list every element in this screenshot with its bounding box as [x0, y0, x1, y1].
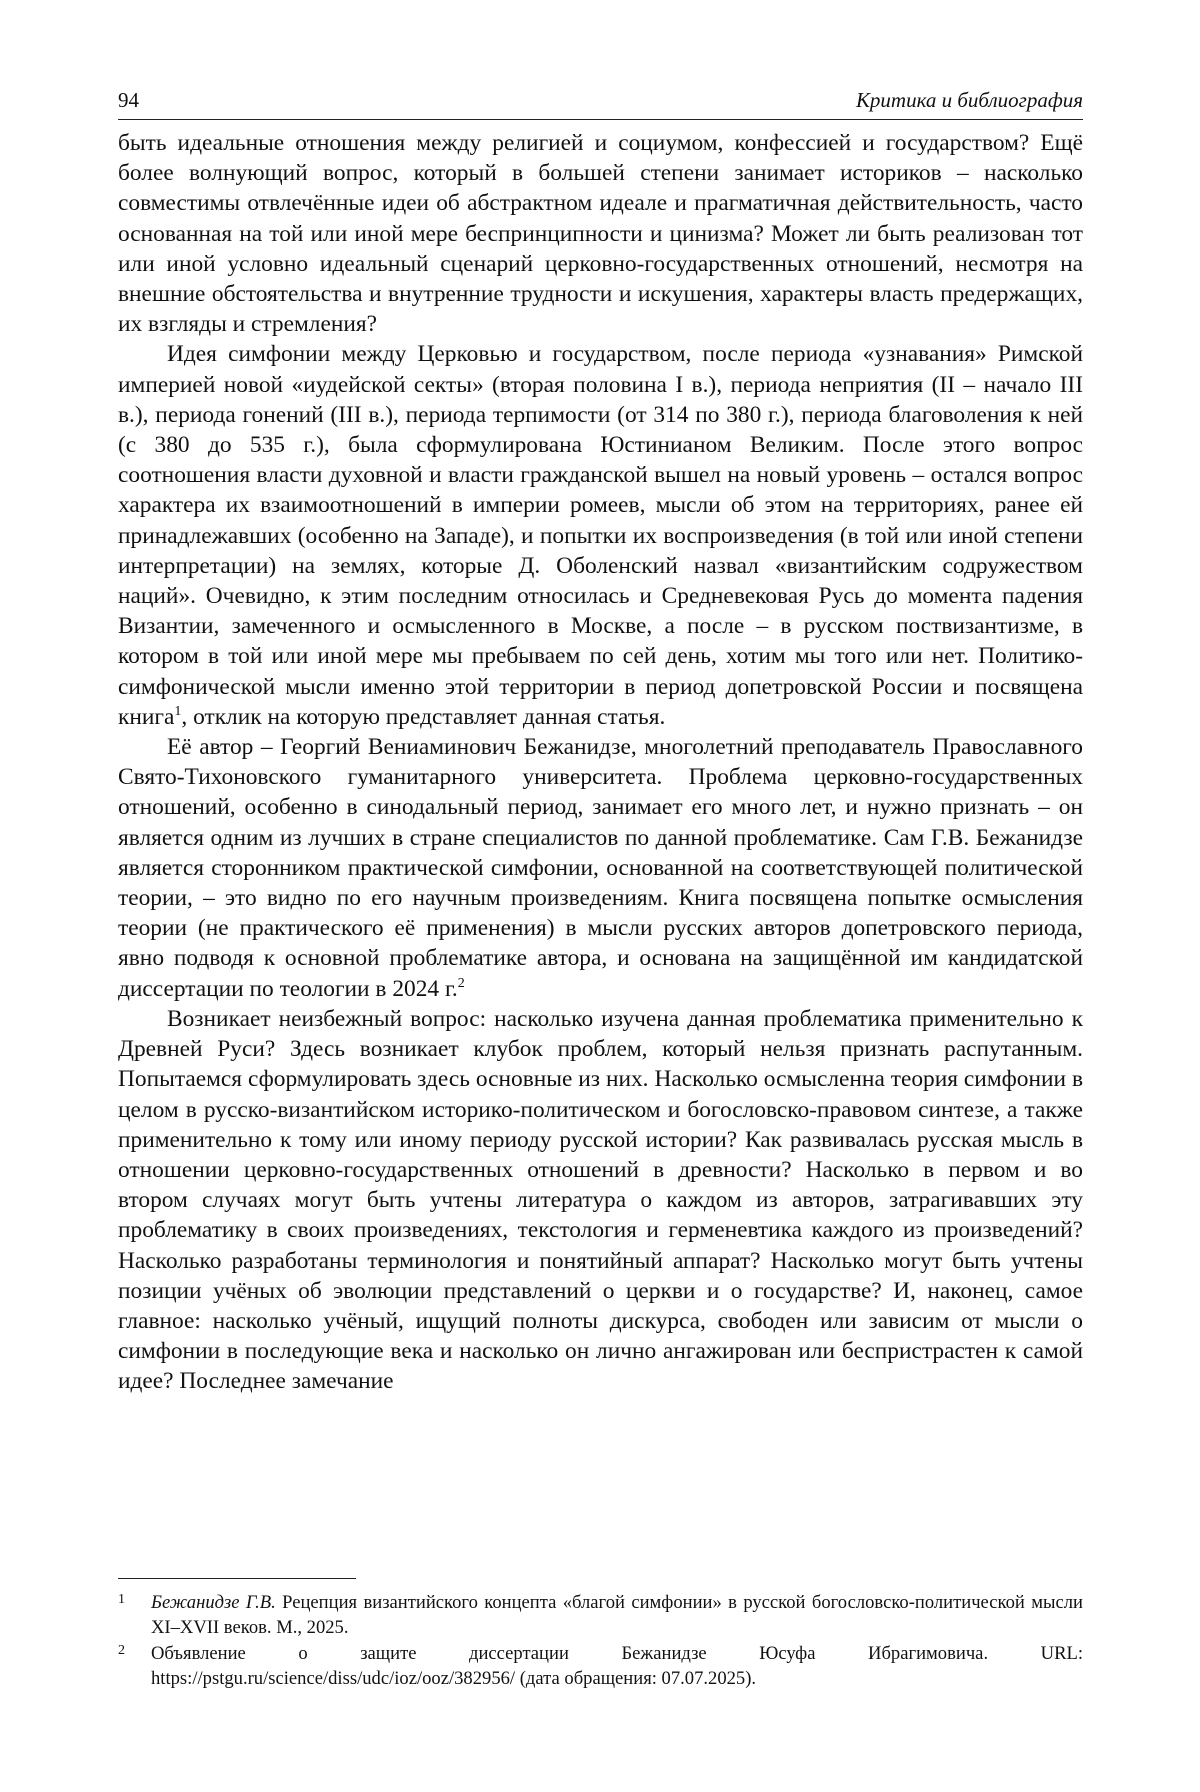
- article-body: [118, 128, 1083, 1397]
- page-number: 94: [118, 88, 139, 112]
- section-title: Критика и библиография: [855, 88, 1083, 112]
- footnote-number: 1: [118, 1592, 125, 1607]
- footnote-body: Рецепция византийского концепта «благой симфонии» в русской богословско-политической мысли XI–XVII веков. М., 2025.: [151, 1592, 1083, 1638]
- footnote: [118, 1590, 1083, 1640]
- paragraph-text: Возникает неизбежный вопрос: насколько изучена данная проблематика применительно к Древней Руси? Здесь возникает клубок проблем, который нельзя признать распутанным. Попытаемся сформулировать здесь основные из них. Насколько осмысленна теория симфонии в целом в русско-византийском историко-политическом и богословско-правовом синтезе, а также применительно к тому или иному периоду русской истории? Как развивалась русская мысль в отношении церковно-государственных отношений в древности? Насколько в первом и во втором случаях могут быть учтены литература о каждом из авторов, затрагивавших эту проблематику в своих произведениях, текстология и герменевтика каждого из произведений? Насколько разработаны терминология и понятийный аппарат? Насколько могут быть учтены позиции учёных об эволюции представлений о церкви и о государстве? И, наконец, самое главное: насколько учёный, ищущий полноты дискурса, свободен или зависим от мысли о симфонии в последующие века и насколько он лично ангажирован или беспристрастен к самой идее? Последнее замечание: [118, 1005, 1083, 1395]
- footnotes: [118, 1590, 1083, 1692]
- running-header: [118, 88, 1083, 120]
- footnote-ref[interactable]: 1: [174, 704, 182, 720]
- footnote-text: [151, 1641, 1083, 1691]
- footnote-ref[interactable]: 2: [457, 975, 465, 991]
- footnote-author: Бежанидзе Г.В.: [151, 1592, 276, 1613]
- paragraph: [118, 1004, 1083, 1397]
- paragraph: [118, 128, 1083, 339]
- paragraph-text: Её автор – Георгий Вениаминович Бежанидзе, многолетний преподаватель Православного Свято-Тихоновского гуманитарного университета. Проблема церковно-государственных отношений, особенно в синодальный период, занимает его много лет, и нужно признать – он является одним из лучших в стране специалистов по данной проблематике. Сам Г.В. Бежанидзе является сторонником практической симфонии, основанной на соответствующей политической теории, – это видно по его научным произведениям. Книга посвящена попытке осмысления теории (не практического её применения) в мысли русских авторов допетровского периода, явно подводя к основной проблематике автора, и основана на защищённой им кандидатской диссертации по теологии в 2024 г.: [118, 734, 1083, 1002]
- footnote: [118, 1641, 1083, 1691]
- paragraph: [118, 339, 1083, 732]
- footnote-text: [151, 1590, 1083, 1640]
- paragraph-text: Идея симфонии между Церковью и государством, после периода «узнавания» Римской империей новой «иудейской секты» (вторая половина I в.), периода неприятия (II – начало III в.), периода гонений (III в.), периода терпимости (от 314 по 380 г.), периода благоволения к ней (с 380 до 535 г.), была сформулирована Юстинианом Великим. После этого вопрос соотношения власти духовной и власти гражданской вышел на новый уровень – остался вопрос характера их взаимоотношений в империи ромеев, мысли об этом на территориях, ранее ей принадлежавших (особенно на Западе), и попытки их воспроизведения (в той или иной степени интерпретации) на землях, которые Д. Оболенский назвал «византийским содружеством наций». Очевидно, к этим последним относилась и Средневековая Русь до момента падения Византии, замеченного и осмысленного в Москве, а после – в русском поствизантизме, в котором в той или иной мере мы пребываем по сей день, хотим мы того или нет. Политико-симфонической мысли именно этой территории в период допетровской России и посвящена книга: [118, 341, 1083, 730]
- footnote-divider: [118, 1578, 356, 1579]
- footnote-number: 2: [118, 1643, 125, 1658]
- paragraph-text: , отклик на которую представляет данная статья.: [181, 703, 666, 730]
- footnote-body[interactable]: Объявление о защите диссертации Бежанидзе Юсуфа Ибрагимовича. URL: https://pstgu.ru/science/diss/udc/ioz/ooz/382956/ (дата обращения: 07.07.2025).: [151, 1643, 1083, 1689]
- page: [118, 88, 1083, 1397]
- paragraph: [118, 732, 1083, 1004]
- paragraph-text: быть идеальные отношения между религией и социумом, конфессией и государством? Ещё более волнующий вопрос, который в большей степени занимает историков – насколько совместимы отвлечённые идеи об абстрактном идеале и прагматичная действительность, часто основанная на той или иной мере беспринципности и цинизма? Может ли быть реализован тот или иной условно идеальный сценарий церковно-государственных отношений, несмотря на внешние обстоятельства и внутренние трудности и искушения, характеры власть предержащих, их взгляды и стремления?: [118, 130, 1083, 338]
